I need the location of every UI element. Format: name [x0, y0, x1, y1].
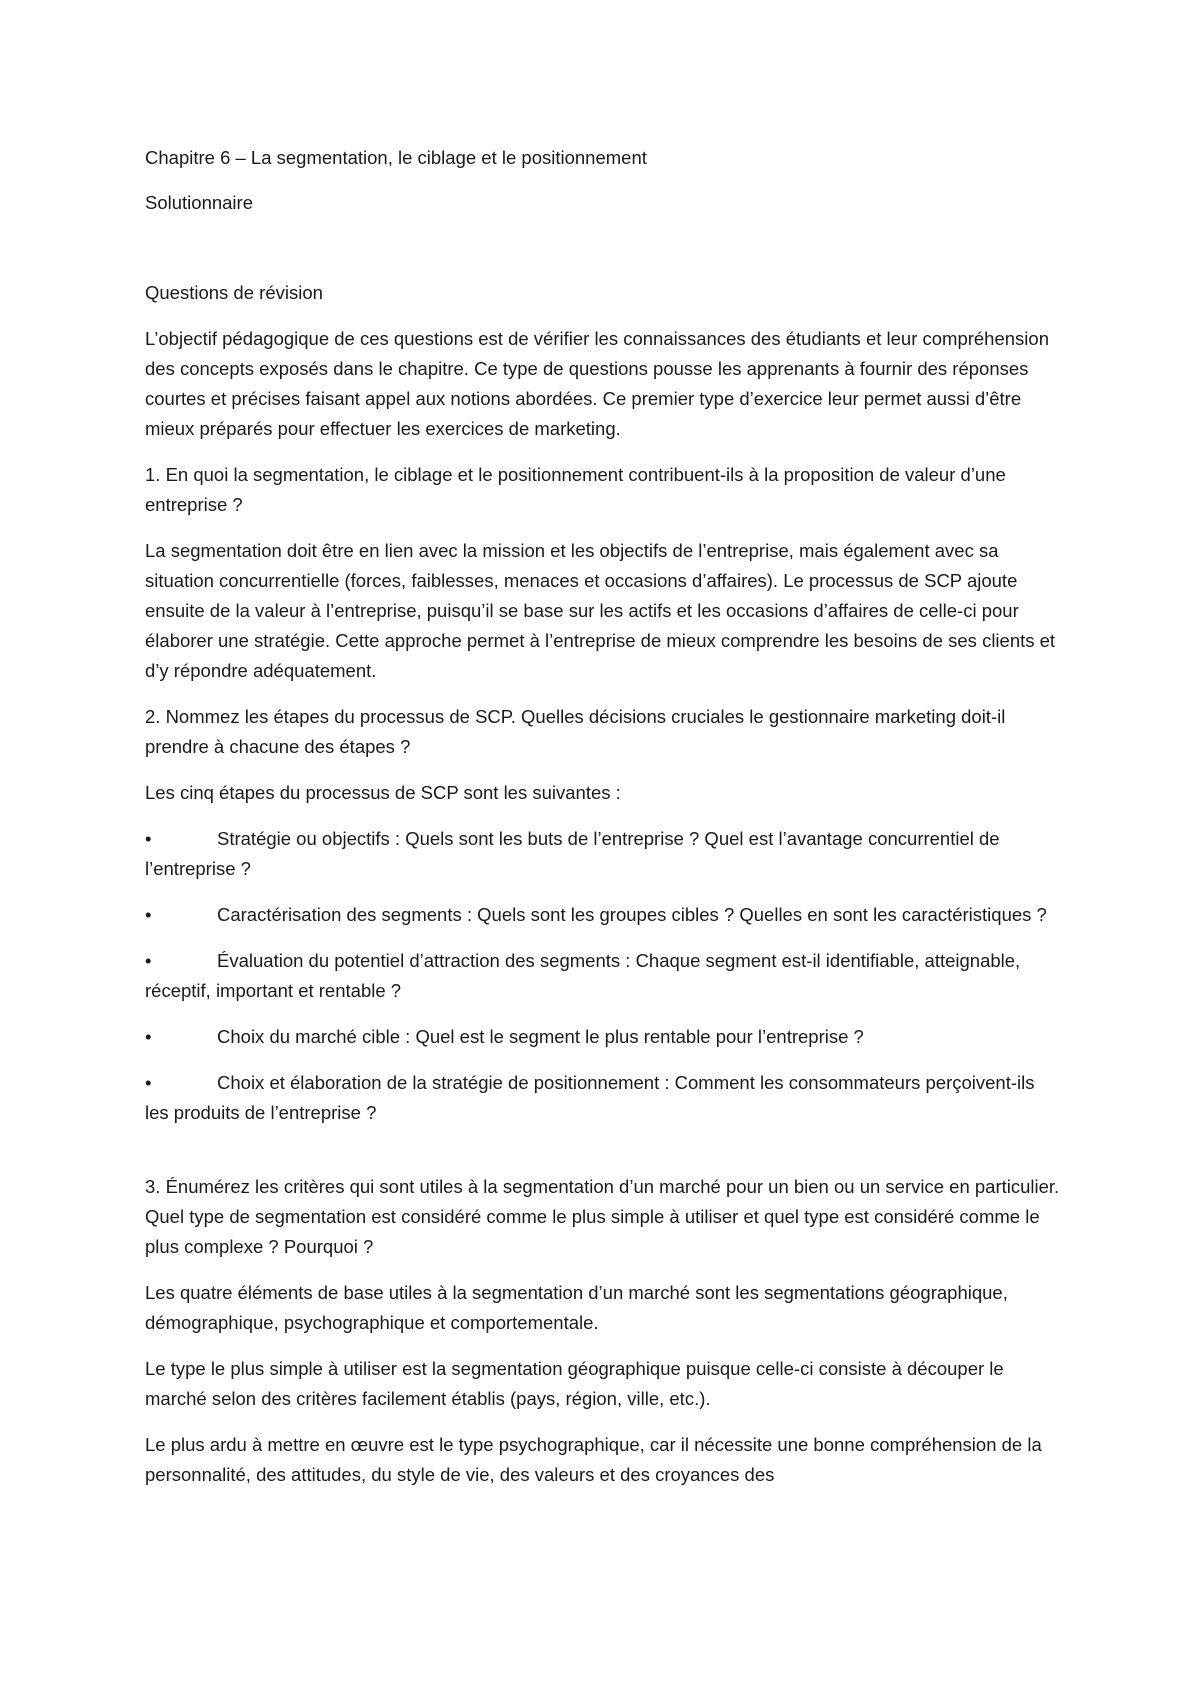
list-item-text: Choix du marché cible : Quel est le segment le plus rentable pour l’entreprise ? [217, 1026, 864, 1047]
question-3: 3. Énumérez les critères qui sont utiles à la segmentation d’un marché pour un bien ou un service en particulier. Quel type de segmentation est considéré comme le plus simple à utiliser et quel type est considéré comme le plus complexe ? Pourquoi ? [145, 1176, 1060, 1257]
section-heading: Questions de révision [145, 282, 323, 303]
list-item-text: Stratégie ou objectifs : Quels sont les buts de l’entreprise ? Quel est l’avantage concurrentiel de l’entreprise ? [145, 828, 1000, 879]
list-item [145, 1022, 1060, 1052]
list-item [145, 946, 1060, 1006]
list-item [145, 1068, 1060, 1128]
document-body [145, 143, 1060, 1506]
answer-1: La segmentation doit être en lien avec la mission et les objectifs de l’entreprise, mais également avec sa situation concurrentielle (forces, faiblesses, menaces et occasions d’affaires). Le processus de SCP ajoute ensuite de la valeur à l’entreprise, puisqu’il se base sur les actifs et les occasions d’affaires de celle-ci pour élaborer une stratégie. Cette approche permet à l’entreprise de mieux comprendre les besoins de ses clients et d’y répondre adéquatement. [145, 540, 1056, 681]
list-item-text: Choix et élaboration de la stratégie de positionnement : Comment les consommateurs perçoivent-ils les produits de l’entreprise ? [145, 1072, 1035, 1123]
bullet-mark: • [145, 828, 152, 849]
list-item [145, 824, 1060, 884]
list-item-text: Évaluation du potentiel d’attraction des segments : Chaque segment est-il identifiable, atteignable, réceptif, important et rentable ? [145, 950, 1021, 1001]
question-2: 2. Nommez les étapes du processus de SCP. Quelles décisions cruciales le gestionnaire marketing doit-il prendre à chacune des étapes ? [145, 706, 1006, 757]
answer-3-paragraph-2: Le type le plus simple à utiliser est la segmentation géographique puisque celle-ci consiste à découper le marché selon des critères facilement établis (pays, région, ville, etc.). [145, 1358, 1004, 1409]
bullet-mark: • [145, 1072, 152, 1093]
document-title: Chapitre 6 – La segmentation, le ciblage et le positionnement [145, 147, 647, 168]
document-subtitle: Solutionnaire [145, 192, 253, 213]
answer-2-intro: Les cinq étapes du processus de SCP sont les suivantes : [145, 782, 621, 803]
answer-3-paragraph-3: Le plus ardu à mettre en œuvre est le type psychographique, car il nécessite une bonne compréhension de la personnalité, des attitudes, du style de vie, des valeurs et des croyances des [145, 1434, 1042, 1485]
intro-paragraph: L’objectif pédagogique de ces questions est de vérifier les connaissances des étudiants et leur compréhension des concepts exposés dans le chapitre. Ce type de questions pousse les apprenants à fournir des réponses courtes et précises faisant appel aux notions abordées. Ce premier type d’exercice leur permet aussi d’être mieux préparés pour effectuer les exercices de marketing. [145, 328, 1049, 439]
bullet-mark: • [145, 1026, 152, 1047]
bullet-mark: • [145, 904, 152, 925]
bullet-mark: • [145, 950, 152, 971]
list-item-text: Caractérisation des segments : Quels sont les groupes cibles ? Quelles en sont les caractéristiques ? [217, 904, 1047, 925]
question-1: 1. En quoi la segmentation, le ciblage et le positionnement contribuent-ils à la proposition de valeur d’une entreprise ? [145, 464, 1006, 515]
answer-3-paragraph-1: Les quatre éléments de base utiles à la segmentation d’un marché sont les segmentations géographique, démographique, psychographique et comportementale. [145, 1282, 1008, 1333]
list-item [145, 900, 1060, 930]
